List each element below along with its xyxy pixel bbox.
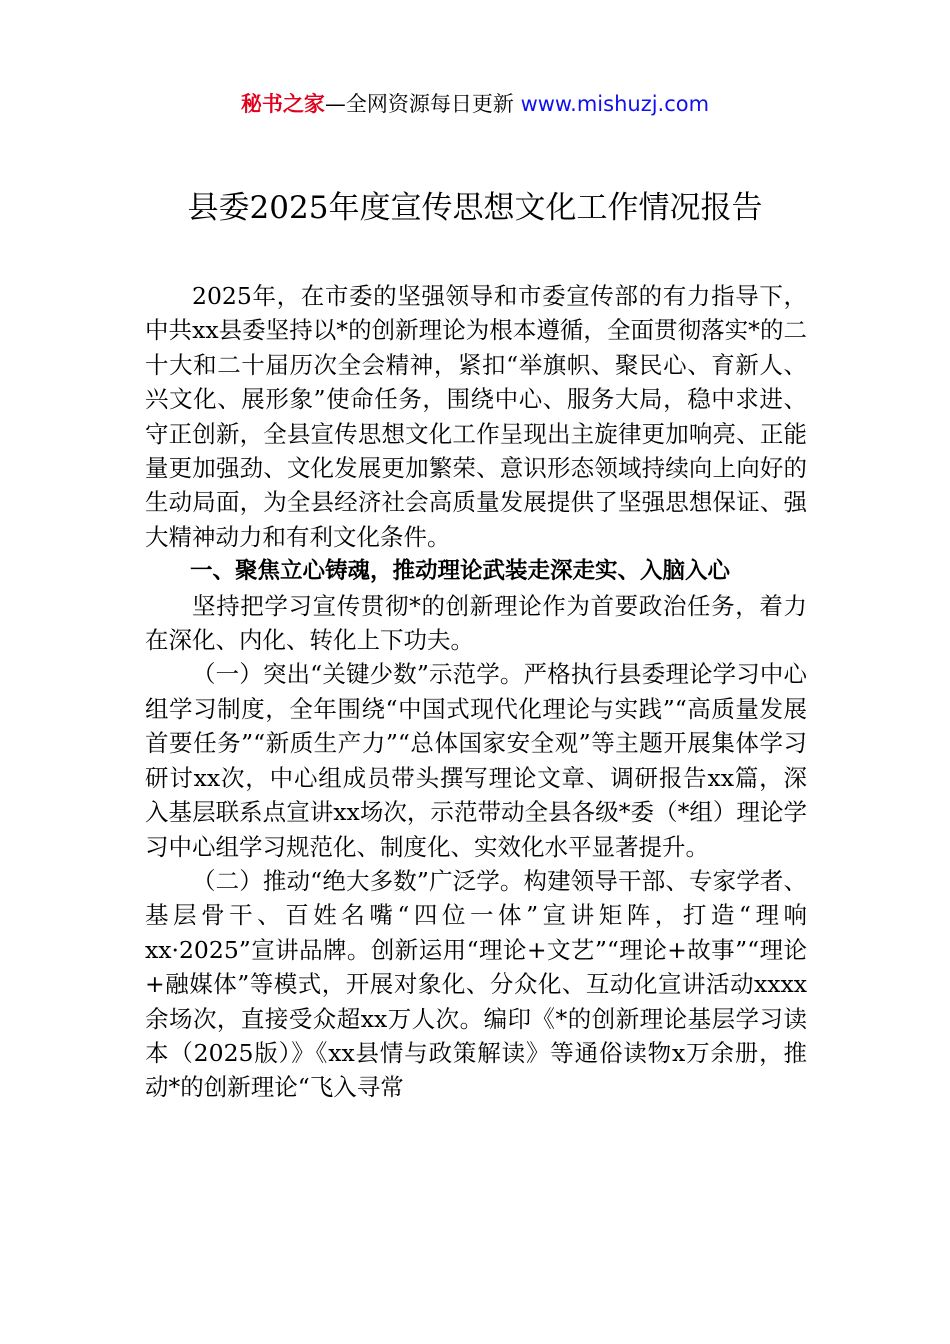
section-intro-paragraph: 坚持把学习宣传贯彻*的创新理论作为首要政治任务，着力在深化、内化、转化上下功夫。 [145, 591, 807, 655]
site-header [0, 88, 950, 120]
document-title: 县委2025年度宣传思想文化工作情况报告 [187, 190, 763, 226]
intro-paragraph: 2025年，在市委的坚强领导和市委宣传部的有力指导下，中共xx县委坚持以*的创新理论为根本遵循，全面贯彻落实*的二十大和二十届历次全会精神，紧扣“举旗帜、聚民心、育新人、兴文化、展形象”使命任务，围绕中心、服务大局，稳中求进、守正创新，全县宣传思想文化工作呈现出主旋律更加响亮、正能量更加强劲、文化发展更加繁荣、意识形态领域持续向上向好的生动局面，为全县经济社会高质量发展提供了坚强思想保证、强大精神动力和有利文化条件。 [145, 282, 807, 551]
site-url-link[interactable]: www.mishuzj.com [520, 92, 710, 116]
brand-name: 秘书之家 [240, 92, 325, 116]
section-heading-1: 一、聚焦立心铸魂，推动理论武装走深走实、入脑入心 [190, 558, 731, 585]
subsection-2-paragraph: （二）推动“绝大多数”广泛学。构建领导干部、专家学者、基层骨干、百姓名嘴“四位一体”宣讲矩阵，打造“理响xx·2025”宣讲品牌。创新运用“理论+文艺”“理论+故事”“理论+融媒体”等模式，开展对象化、分众化、互动化宣讲活动xxxx余场次，直接受众超xx万人次。编印《*的创新理论基层学习读本（2025版）》《xx县情与政策解读》等通俗读物x万余册，推动*的创新理论“飞入寻常 [145, 866, 807, 1102]
subsection-1-paragraph: （一）突出“关键少数”示范学。严格执行县委理论学习中心组学习制度，全年围绕“中国式现代化理论与实践”“高质量发展首要任务”“新质生产力”“总体国家安全观”等主题开展集体学习研讨xx次，中心组成员带头撰写理论文章、调研报告xx篇，深入基层联系点宣讲xx场次，示范带动全县各级*委（*组）理论学习中心组学习规范化、制度化、实效化水平显著提升。 [145, 660, 807, 861]
document-body [145, 279, 807, 1105]
header-tagline: —全网资源每日更新 [324, 92, 514, 116]
